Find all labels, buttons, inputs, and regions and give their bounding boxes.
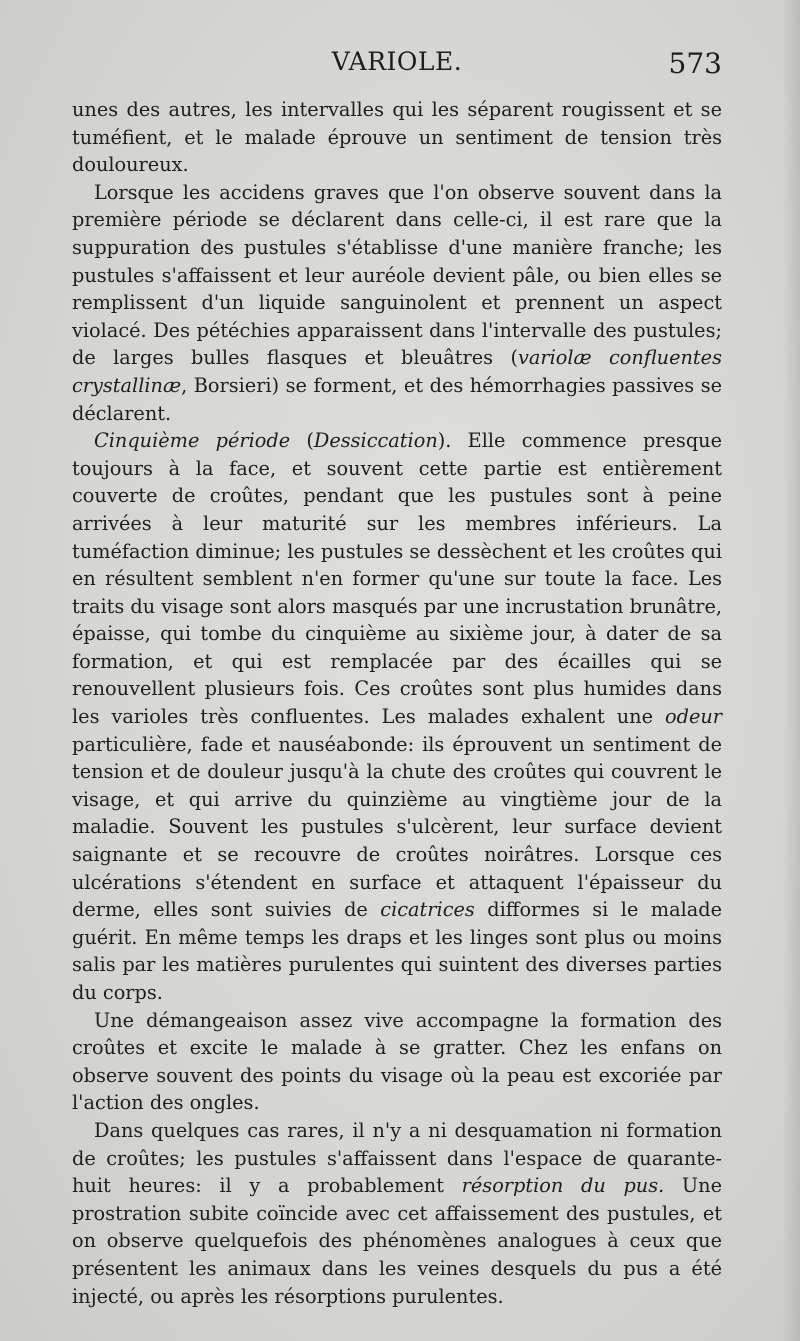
italic-text-run: odeur [665,705,722,729]
text-run: Lorsque les accidens graves que l'on observe souvent dans la première période se déclarent dans celle-ci, il est rare que la suppuration des pustules s'établisse d'une manière franche; les pustules s'affaissent et leur auréole devient pâle, ou bien elles se remplissent d'un liquide sanguinolent et prennent un aspect violacé. Des pétéchies apparaissent dans l'intervalle des pustules; de larges bulles flasques et bleuâtres ( [72,180,722,370]
paragraph [72,96,722,179]
page-number: 573 [668,47,722,80]
italic-text-run: Dessiccation [313,429,438,453]
page-header [72,47,722,87]
text-run: Une prostration subite coïncide avec cet affaissement des pustules, et on observe quelquefois des phénomènes analogues à ceux que présentent les animaux dans les veines desquels du pus a été injecté, ou après les résorptions purulentes. [72,1174,723,1308]
paragraph [72,179,722,427]
text-run: ( [290,429,314,453]
paragraph [72,1117,722,1310]
text-run: unes des autres, les intervalles qui les séparent rougissent et se tuméfient, et le malade éprouve un sentiment de tension très douloureux. [72,98,722,177]
paragraph [72,427,722,1006]
italic-text-run: Cinquième période [94,429,291,453]
text-run: Une démangeaison assez vive accompagne la formation des croûtes et excite le malade à se gratter. Chez les enfans on observe souvent des points du visage où la peau est excoriée par l'action des ongles. [72,1008,722,1115]
body-text [72,96,722,1310]
running-title: VARIOLE. [331,47,463,76]
text-run: , Borsieri) se forment, et des hémorrhagies passives se déclarent. [72,373,722,425]
text-run: difformes si le malade guérit. En même temps les draps et les linges sont plus ou moins salis par les matières purulentes qui suintent des diverses parties du corps. [72,898,722,1004]
text-run: particulière, fade et nauséabonde: ils éprouvent un sentiment de tension et de douleur jusqu'à la chute des croûtes qui couvrent le visage, et qui arrive du quinzième au vingtième jour de la maladie. Souvent les pustules s'ulcèrent, leur surface devient saignante et se recouvre de croûtes noirâtres. Lorsque ces ulcérations s'étendent en surface et attaquent l'épaisseur du derme, elles sont suivies de [72,732,722,922]
italic-text-run: résorption du pus. [461,1174,665,1198]
italic-text-run: cicatrices [380,898,475,922]
italic-text-run: variolæ confluentes crystallinæ [72,346,722,397]
text-run: Dans quelques cas rares, il n'y a ni desquamation ni formation de croûtes; les pustules s'affaissent dans l'espace de quarante-huit heures: il y a probablement [72,1118,722,1198]
text-run: ). Elle commence presque toujours à la face, et souvent cette partie est entièrement couverte de croûtes, pendant que les pustules sont à peine arrivées à leur maturité sur les membres inférieurs. La tuméfaction diminue; les pustules se dessèchent et les croûtes qui en résultent semblent n'en former qu'une sur toute la face. Les traits du visage sont alors masqués par une incrustation brunâtre, épaisse, qui tombe du cinquième au sixième jour, à dater de sa formation, et qui est remplacée par des écailles qui se renouvellent plusieurs fois. Ces croûtes sont plus humides dans les varioles très confluentes. Les malades exhalent une [72,429,722,729]
paragraph [72,1007,722,1117]
